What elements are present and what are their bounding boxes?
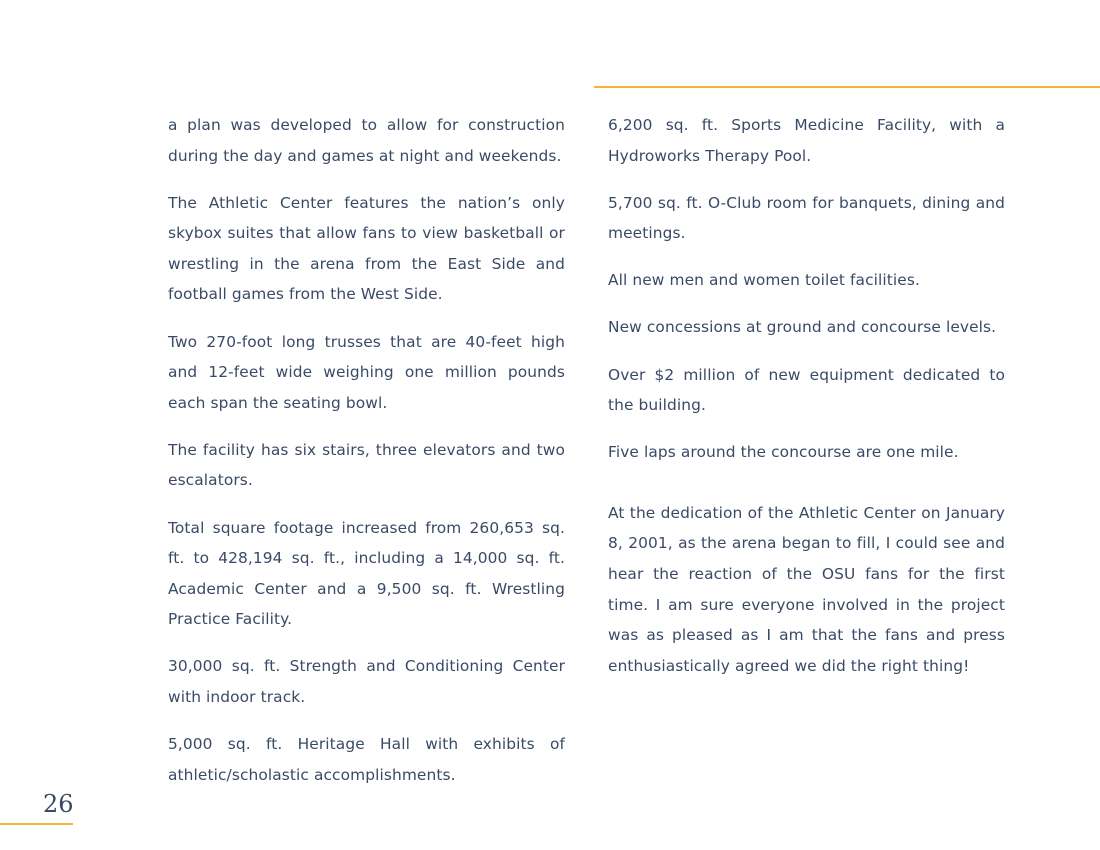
- page-number-underline: [0, 823, 73, 825]
- left-text-column: [168, 110, 565, 807]
- paragraph-dedication: At the dedication of the Athletic Center on January 8, 2001, as the arena began to fill, I could see and hear the reaction of the OSU fans for the first time. I am sure everyone involved in the project was as pleased as I am that the fans and press enthusiastically agreed we did the right thing!: [608, 503, 1005, 675]
- paragraph-strength-center: 30,000 sq. ft. Strength and Conditioning Center with indoor track.: [168, 657, 565, 706]
- paragraph-stairs-elevators: The facility has six stairs, three elevators and two escalators.: [168, 440, 565, 490]
- paragraph-toilet-facilities: All new men and women toilet facilities.: [608, 271, 920, 290]
- right-text-column: [608, 110, 1005, 698]
- paragraph-construction-plan: a plan was developed to allow for construction during the day and games at night and weekends.: [168, 116, 565, 165]
- top-accent-rule: [594, 86, 1100, 88]
- paragraph-square-footage: Total square footage increased from 260,653 sq. ft. to 428,194 sq. ft., including a 14,000 sq. ft. Academic Center and a 9,500 sq. ft. Wrestling Practice Facility.: [168, 518, 565, 629]
- paragraph-concourse-laps: Five laps around the concourse are one mile.: [608, 443, 959, 462]
- paragraph-trusses: Two 270-foot long trusses that are 40-feet high and 12-feet wide weighing one million pounds each span the seating bowl.: [168, 332, 565, 412]
- paragraph-skybox-suites: The Athletic Center features the nation’s only skybox suites that allow fans to view basketball or wrestling in the arena from the East Side and football games from the West Side.: [168, 193, 565, 304]
- page-number: 26: [43, 790, 74, 818]
- paragraph-sports-medicine: 6,200 sq. ft. Sports Medicine Facility, with a Hydroworks Therapy Pool.: [608, 116, 1005, 165]
- paragraph-concessions: New concessions at ground and concourse levels.: [608, 318, 997, 337]
- paragraph-heritage-hall: 5,000 sq. ft. Heritage Hall with exhibits of athletic/scholastic accomplishments.: [168, 735, 565, 784]
- paragraph-equipment: Over $2 million of new equipment dedicated to the building.: [608, 365, 1005, 415]
- paragraph-o-club: 5,700 sq. ft. O-Club room for banquets, dining and meetings.: [608, 193, 1005, 243]
